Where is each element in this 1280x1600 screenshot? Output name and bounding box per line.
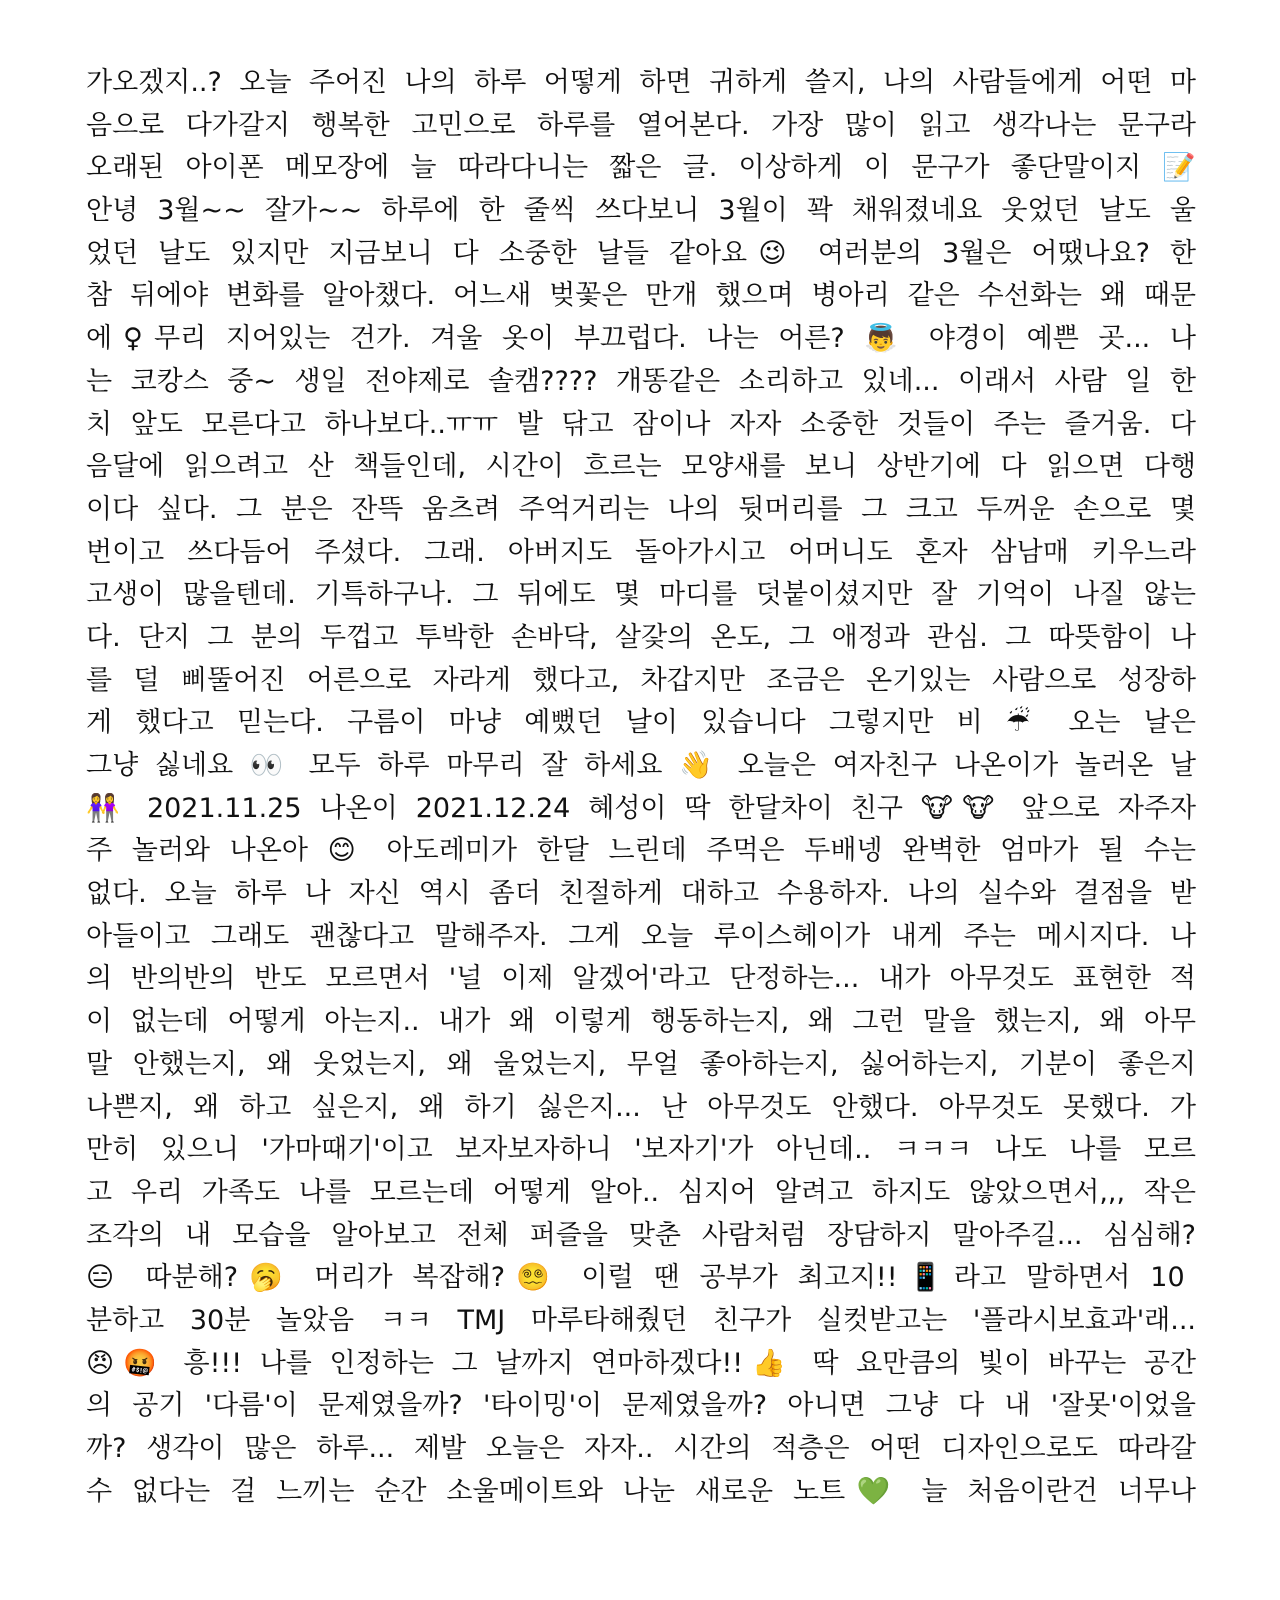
- text-line: 그냥 싫네요 👀 모두 하루 마무리 잘 하세요 👋 오늘은 여자친구 나온이가 놀러온 날: [86, 750, 1196, 781]
- text-line: 분하고 30분 놀았음 ㅋㅋ TMJ 마루타해줬던 친구가 실컷받고는 '플라시보효과'래...: [86, 1304, 1196, 1336]
- text-line: 가오겠지..? 오늘 주어진 나의 하루 어떻게 하면 귀하게 쓸지, 나의 사람들에게 어떤 마: [86, 67, 1196, 98]
- text-line: 고생이 많을텐데. 기특하구나. 그 뒤에도 몇 마디를 덧붙이셨지만 잘 기억이 나질 않는: [86, 579, 1196, 611]
- text-line: 참 뒤에야 변화를 알아챘다. 어느새 벚꽃은 만개 했으며 병아리 같은 수선화는 왜 때문: [86, 280, 1196, 312]
- text-line: 에♀무리 지어있는 건가. 겨울 옷이 부끄럽다. 나는 어른? 👼 야경이 예쁜 곳... 나: [86, 323, 1196, 355]
- text-line: 치 앞도 모른다고 하나보다..ㅠㅠ 발 닦고 잠이나 자자 소중한 것들이 주는 즐거움. 다: [86, 408, 1196, 440]
- text-line: 말 안했는지, 왜 웃었는지, 왜 울었는지, 무얼 좋아하는지, 싫어하는지, 기분이 좋은지: [86, 1048, 1196, 1080]
- body-text: [86, 62, 1196, 1513]
- text-line: 주 놀러와 나온아 😊 아도레미가 한달 느린데 주먹은 두배넹 완벽한 엄마가 될 수는: [86, 835, 1196, 867]
- text-line: 의 공기 '다름'이 문제였을까? '타이밍'이 문제였을까? 아니면 그냥 다 내 '잘못'이었을: [86, 1390, 1196, 1422]
- text-line: 나쁜지, 왜 하고 싶은지, 왜 하기 싫은지... 난 아무것도 안했다. 아무것도 못했다. 가: [86, 1091, 1196, 1123]
- text-line: 다. 단지 그 분의 두껍고 투박한 손바닥, 살갗의 온도, 그 애정과 관심. 그 따뜻함이 나: [86, 621, 1196, 653]
- text-line: 만히 있으니 '가마때기'이고 보자보자하니 '보자기'가 아닌데.. ㅋㅋㅋ 나도 나를 모르: [86, 1134, 1196, 1166]
- text-line: 었던 날도 있지만 지금보니 다 소중한 날들 같아요😉 여러분의 3월은 어땠나요? 한: [86, 237, 1196, 269]
- text-line: 음달에 읽으려고 산 책들인데, 시간이 흐르는 모양새를 보니 상반기에 다 읽으면 다행: [86, 451, 1196, 483]
- text-line: 😑 따분해?🥱 머리가 복잡해?😵‍💫 이럴 땐 공부가 최고지!!📱라고 말하면서 10: [86, 1262, 1185, 1294]
- text-line: 음으로 다가갈지 행복한 고민으로 하루를 열어본다. 가장 많이 읽고 생각나는 문구라: [86, 109, 1196, 141]
- text-line: 👭 2021.11.25 나온이 2021.12.24 혜성이 딱 한달차이 친구 🐮🐮 앞으로 자주자: [86, 792, 1196, 824]
- text-line: 게 했다고 믿는다. 구름이 마냥 예뻤던 날이 있습니다 그렇지만 비 ☔ 오는 날은: [86, 707, 1196, 739]
- text-line: 없다. 오늘 하루 나 자신 역시 좀더 친절하게 대하고 수용하자. 나의 실수와 결점을 받: [86, 878, 1196, 910]
- text-line: 오래된 아이폰 메모장에 늘 따라다니는 짧은 글. 이상하게 이 문구가 좋단말이지 📝: [86, 152, 1196, 184]
- text-line: 조각의 내 모습을 알아보고 전체 퍼즐을 맞춘 사람처럼 장담하지 말아주길... 심심해?: [86, 1219, 1196, 1251]
- text-line: 아들이고 그래도 괜찮다고 말해주자. 그게 오늘 루이스헤이가 내게 주는 메시지다. 나: [86, 920, 1196, 952]
- text-line: 수 없다는 걸 느끼는 순간 소울메이트와 나눈 새로운 노트💚 늘 처음이란건 너무나: [86, 1475, 1196, 1507]
- text-line: 이 없는데 어떻게 아는지.. 내가 왜 이렇게 행동하는지, 왜 그런 말을 했는지, 왜 아무: [86, 1006, 1196, 1038]
- text-line: 이다 싶다. 그 분은 잔뜩 움츠려 주억거리는 나의 뒷머리를 그 크고 두꺼운 손으로 몇: [86, 493, 1196, 525]
- text-line: 는 코캉스 중~ 생일 전야제로 솔캠???? 개똥같은 소리하고 있네... 이래서 사람 일 한: [86, 365, 1196, 397]
- text-line: 고 우리 가족도 나를 모르는데 어떻게 알아.. 심지어 알려고 하지도 않았으면서,,, 작은: [86, 1176, 1196, 1208]
- text-line: 안녕 3월~~ 잘가~~ 하루에 한 줄씩 쓰다보니 3월이 꽉 채워졌네요 웃었던 날도 울: [86, 195, 1196, 227]
- text-line: 😠🤬 흥!!! 나를 인정하는 그 날까지 연마하겠다!!👍 딱 요만큼의 빛이 바꾸는 공간: [86, 1347, 1196, 1379]
- text-line: 의 반의반의 반도 모르면서 '널 이제 알겠어'라고 단정하는... 내가 아무것도 표현한 적: [86, 963, 1196, 995]
- text-line: 번이고 쓰다듬어 주셨다. 그래. 아버지도 돌아가시고 어머니도 혼자 삼남매 키우느라: [86, 536, 1196, 568]
- text-line: 까? 생각이 많은 하루... 제발 오늘은 자자.. 시간의 적층은 어떤 디자인으로도 따라갈: [86, 1433, 1196, 1464]
- text-line: 를 덜 삐뚤어진 어른으로 자라게 했다고, 차갑지만 조금은 온기있는 사람으로 성장하: [86, 664, 1196, 696]
